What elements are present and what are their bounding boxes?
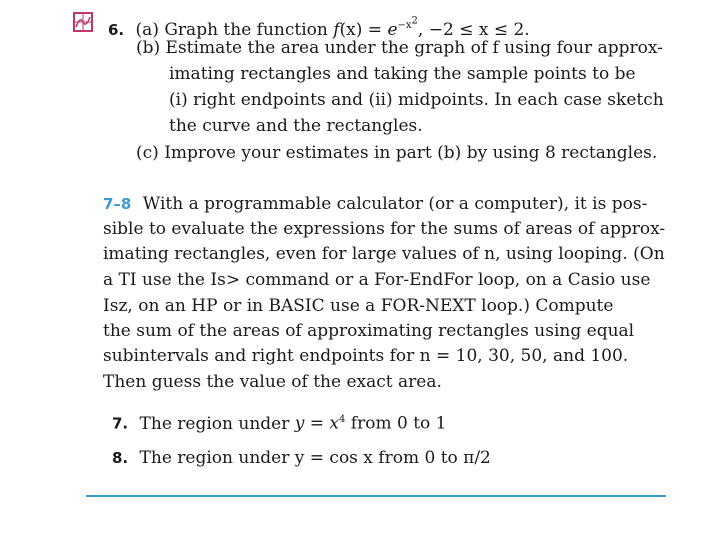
ex7-8-line1 [103, 193, 647, 215]
ex8-text: The region under y = cos x from 0 to π/2 [139, 448, 491, 468]
graphing-calculator-icon [73, 12, 93, 32]
ex8-number: 8. [112, 449, 129, 467]
ex7-line [112, 409, 446, 435]
ex7-8-range: 7–8 [103, 195, 132, 213]
ex7-number: 7. [112, 414, 129, 433]
ex7-text-exp: 4 [339, 414, 346, 425]
ex6-a-exp2: 2 [411, 16, 418, 27]
ex7-8-line4: a TI use the Is> command or a For-EndFor loop, on a Casio use [103, 270, 651, 290]
ex7-8-line3: imating rectangles, even for large values of n, using looping. (On [103, 244, 665, 264]
ex6-b-line4: the curve and the rectangles. [169, 116, 423, 136]
ex8-line [112, 447, 491, 469]
ex6-a-range: , −2 ≤ x ≤ 2. [417, 19, 530, 40]
ex6-b-line3: (i) right endpoints and (ii) midpoints. In each case sketch [169, 90, 664, 110]
ex6-a-exp: −x [397, 20, 412, 32]
ex7-text-pre: The region under [139, 413, 295, 434]
ex6-c-line1: (c) Improve your estimates in part (b) by using 8 rectangles. [136, 143, 658, 163]
ex6-a-fx: f [333, 19, 340, 40]
ex7-8-line5: Isz, on an HP or in BASIC use a FOR-NEXT loop.) Compute [103, 296, 614, 316]
ex7-text-math: y = x [294, 413, 340, 434]
ex7-8-text1: With a programmable calculator (or a computer), it is pos- [142, 194, 648, 214]
ex7-text-post: from 0 to 1 [345, 413, 447, 434]
ex7-8-line7: subintervals and right endpoints for n = 10, 30, 50, and 100. [103, 346, 629, 366]
section-divider [86, 495, 666, 497]
ex7-8-line2: sible to evaluate the expressions for the sums of areas of approx- [103, 219, 666, 239]
ex7-8-line6: the sum of the areas of approximating rectangles using equal [103, 321, 635, 341]
ex6-a-e: e [387, 19, 398, 40]
ex7-8-line8: Then guess the value of the exact area. [103, 372, 442, 392]
ex6-b-line1: (b) Estimate the area under the graph of f using four approx- [136, 38, 663, 58]
ex6-b-line2: imating rectangles and taking the sample points to be [169, 64, 636, 84]
ex6-a-prefix: (a) Graph the function [135, 19, 334, 40]
ex6-number: 6. [108, 20, 125, 39]
ex6-a-paren: (x) = [339, 19, 388, 40]
